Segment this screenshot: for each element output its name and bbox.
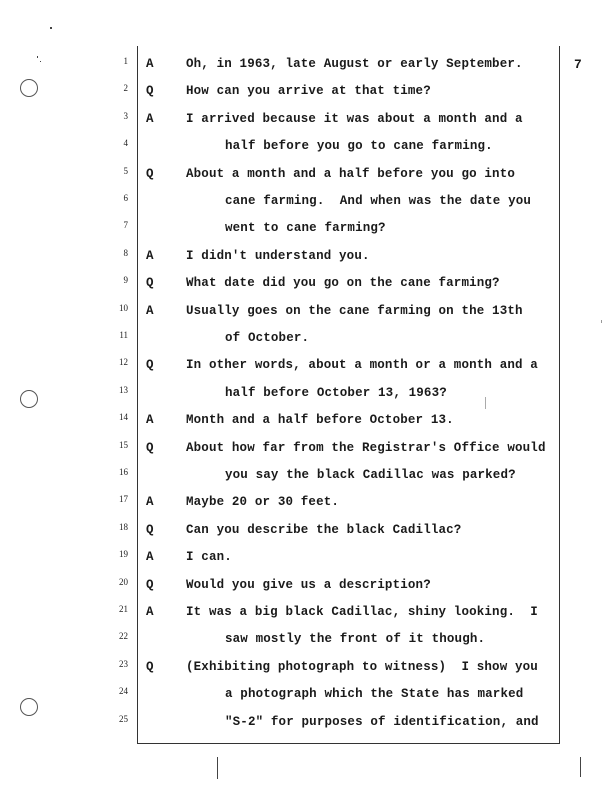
line-text: I arrived because it was about a month and a <box>186 111 523 126</box>
speaker-label: A <box>146 248 154 263</box>
page-number: 7 <box>574 57 582 72</box>
line-text: Would you give us a description? <box>186 577 431 592</box>
line-text: Oh, in 1963, late August or early September. <box>186 57 523 71</box>
line-text: Usually goes on the cane farming on the 13th <box>186 303 523 318</box>
line-number: 14 <box>119 412 128 423</box>
line-text: In other words, about a month or a month and a <box>186 358 538 373</box>
line-number: 17 <box>119 494 128 505</box>
line-text: It was a big black Cadillac, shiny looking. I <box>186 605 538 619</box>
transcript-line <box>0 355 612 375</box>
line-text: About a month and a half before you go into <box>186 166 516 181</box>
line-text: How can you arrive at that time? <box>186 84 431 99</box>
transcript-line <box>0 54 612 74</box>
speaker-label: Q <box>146 84 154 99</box>
line-number: 3 <box>123 110 128 121</box>
line-text: you say the black Cadillac was parked? <box>225 468 516 482</box>
speaker-label: A <box>146 57 154 71</box>
scan-mark-bottom-right <box>580 757 581 777</box>
line-text: Maybe 20 or 30 feet. <box>186 495 340 510</box>
line-number: 5 <box>123 165 128 176</box>
transcript-line <box>0 246 612 266</box>
line-number: 24 <box>119 686 128 697</box>
transcript-line <box>0 520 612 540</box>
line-text: (Exhibiting photograph to witness) I show you <box>186 659 538 674</box>
line-number: 19 <box>119 549 128 560</box>
line-number: 6 <box>123 193 128 203</box>
speaker-label: A <box>146 605 154 619</box>
line-number: 25 <box>119 713 128 724</box>
speaker-label: Q <box>146 276 154 291</box>
transcript-line <box>0 547 612 567</box>
line-number: 11 <box>119 330 128 340</box>
transcript-line <box>0 684 612 704</box>
line-text: saw mostly the front of it though. <box>225 632 486 647</box>
transcript-line <box>0 438 612 458</box>
transcript-line <box>0 328 612 348</box>
line-text: "S-2" for purposes of identification, and <box>225 714 539 729</box>
speaker-label: A <box>146 495 154 510</box>
transcript-line <box>0 136 612 156</box>
line-number: 23 <box>119 658 128 669</box>
line-number: 4 <box>123 138 128 149</box>
scan-speck <box>50 27 52 29</box>
transcript-line <box>0 712 612 732</box>
line-number: 22 <box>119 631 128 642</box>
transcript-line <box>0 218 612 238</box>
speaker-label: A <box>146 413 154 428</box>
line-text: Can you describe the black Cadillac? <box>186 522 462 537</box>
transcript-line <box>0 629 612 649</box>
line-text: What date did you go on the cane farming? <box>186 276 500 291</box>
transcript-line <box>0 657 612 677</box>
line-text: half before you go to cane farming. <box>225 139 493 154</box>
line-text: I didn't understand you. <box>186 248 370 263</box>
transcript-line <box>0 465 612 485</box>
line-text: Month and a half before October 13. <box>186 413 454 428</box>
transcript-line <box>0 164 612 184</box>
speaker-label: A <box>146 303 154 318</box>
speaker-label: Q <box>146 522 154 537</box>
line-number: 16 <box>119 467 128 477</box>
speaker-label: A <box>146 550 154 565</box>
transcript-line <box>0 81 612 101</box>
transcript-line <box>0 191 612 211</box>
line-number: 2 <box>123 83 128 94</box>
speaker-label: Q <box>146 166 154 181</box>
line-number: 20 <box>119 576 128 587</box>
line-text: went to cane farming? <box>225 221 386 236</box>
line-number: 15 <box>119 439 128 450</box>
line-number: 21 <box>119 604 128 614</box>
line-number: 8 <box>123 247 128 258</box>
speaker-label: Q <box>146 358 154 373</box>
speaker-label: Q <box>146 577 154 592</box>
line-number: 1 <box>123 56 128 66</box>
line-text: of October. <box>225 331 310 345</box>
line-text: About how far from the Registrar's Office would <box>186 440 546 455</box>
transcript-line <box>0 602 612 622</box>
transcript-line <box>0 301 612 321</box>
transcript-line <box>0 383 612 403</box>
transcript-line <box>0 109 612 129</box>
transcript-line <box>0 492 612 512</box>
line-number: 13 <box>119 384 128 395</box>
speaker-label: Q <box>146 440 154 455</box>
line-text: cane farming. And when was the date you <box>225 194 532 208</box>
line-number: 12 <box>119 357 128 368</box>
transcript-line <box>0 273 612 293</box>
line-text: a photograph which the State has marked <box>225 687 524 702</box>
scan-mark-bottom-center <box>217 757 218 779</box>
transcript-line <box>0 410 612 430</box>
line-number: 10 <box>119 302 128 313</box>
line-number: 9 <box>123 275 128 286</box>
line-text: half before October 13, 1963? <box>225 385 447 400</box>
transcript-line <box>0 575 612 595</box>
line-number: 7 <box>123 220 128 231</box>
speaker-label: A <box>146 111 154 126</box>
line-number: 18 <box>119 521 128 532</box>
speaker-label: Q <box>146 659 154 674</box>
line-text: I can. <box>186 550 232 565</box>
